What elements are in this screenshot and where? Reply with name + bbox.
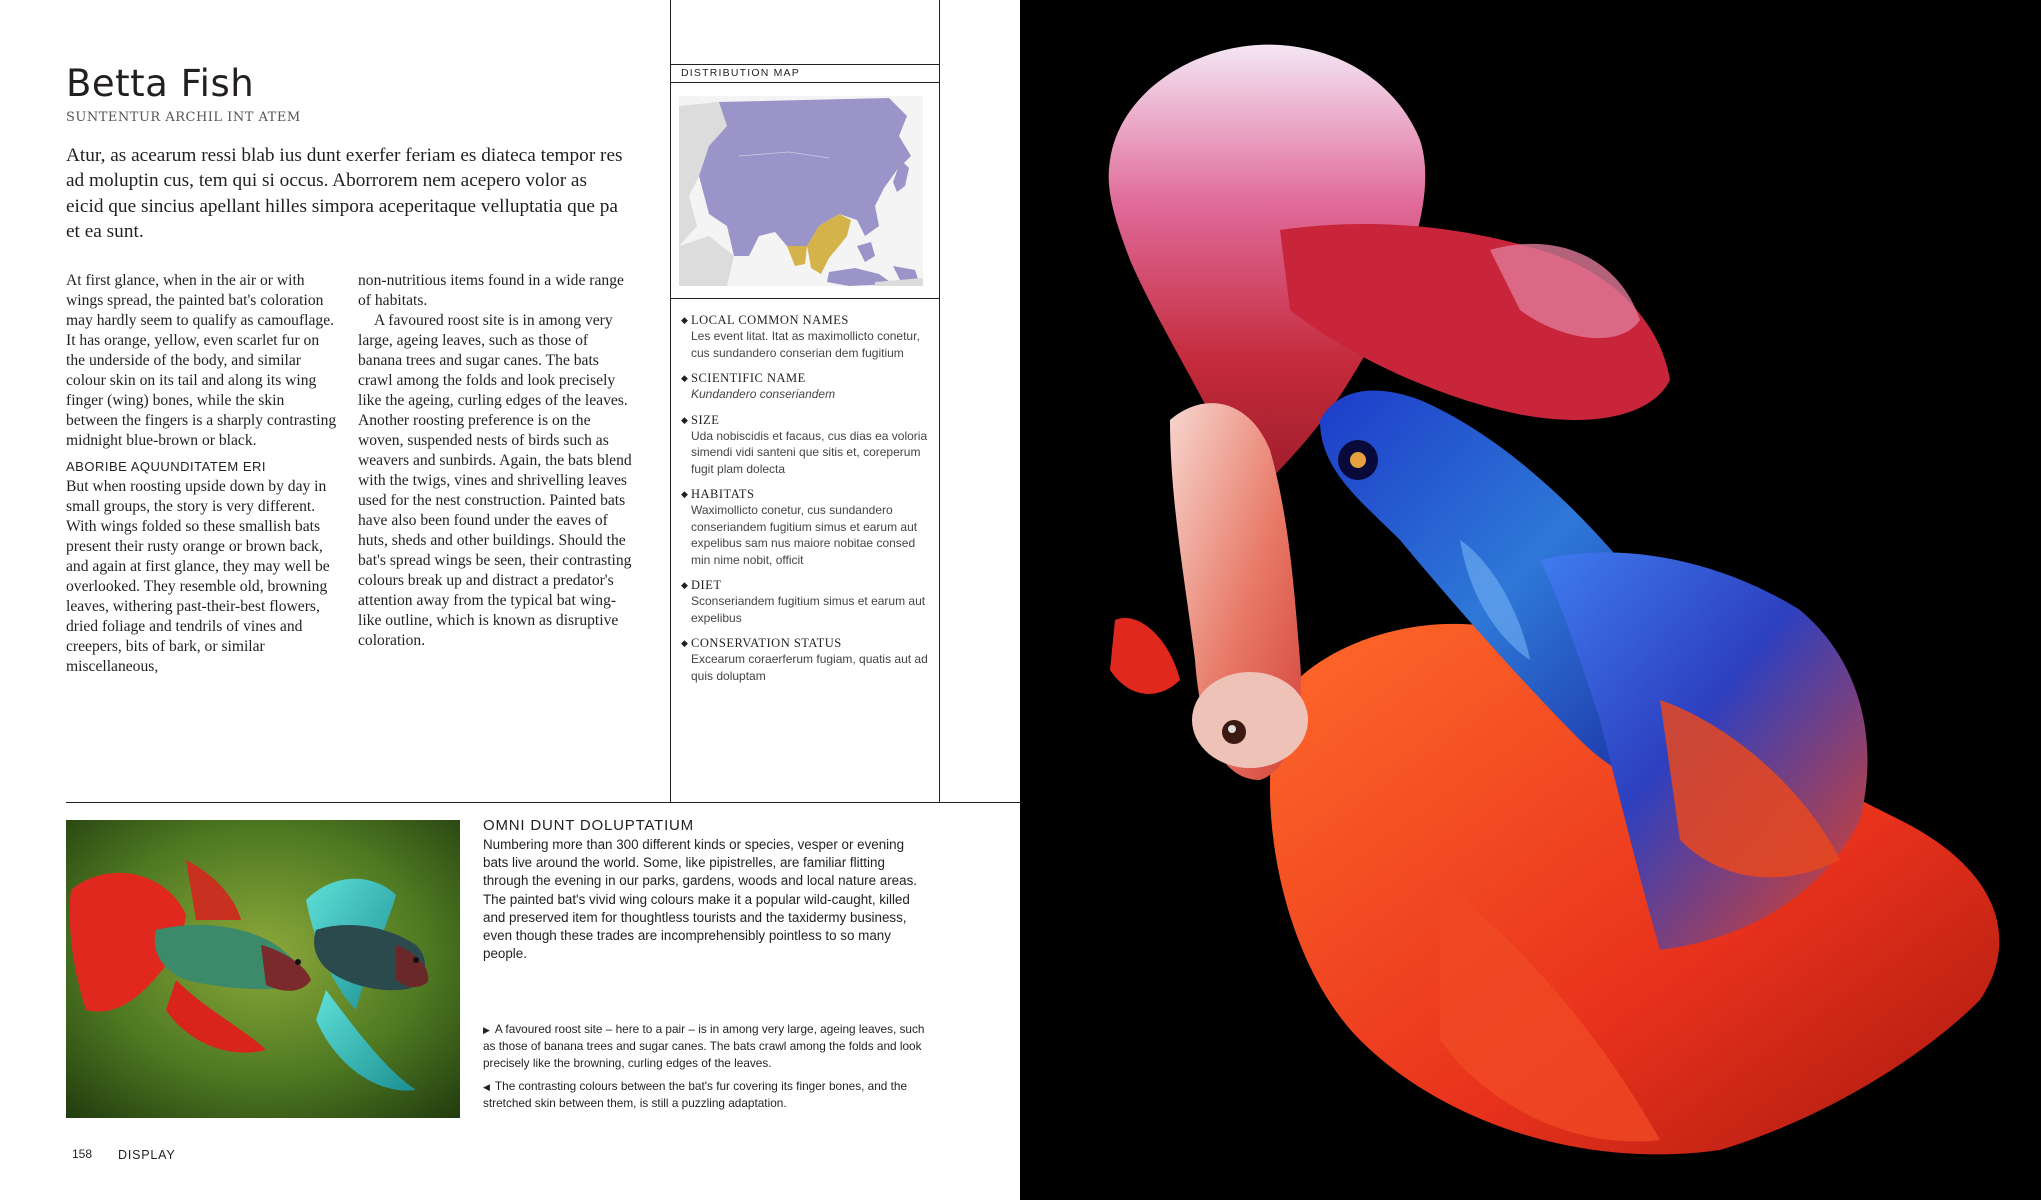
caption-1-text: A favoured roost site – here to a pair – is in among very large, ageing leaves, such as those of banana trees and sugar canes. The bats crawl among the folds and look precisely like the browning, curling edges of the leaves. bbox=[483, 1022, 925, 1070]
fact-item bbox=[681, 313, 931, 361]
caption-2-text: The contrasting colours between the bat's fur covering its finger bones, and the stretched skin between them, is still a puzzling adaptation. bbox=[483, 1079, 908, 1111]
box-body: Numbering more than 300 different kinds or species, vesper or evening bats live around the world. Some, like pipistrelles, are familiar flitting through the evening in our parks, gardens, woods and local nature areas. The painted bat's vivid wing colours make it a popular wild-caught, killed and preserved item for thoughtless tourists and the taxidermy business, even though these trades are incomprehensibly pointless to so many people. bbox=[483, 837, 917, 962]
page-number: 158 bbox=[72, 1147, 93, 1161]
body-subheading: ABORIBE AQUUNDITATEM ERI bbox=[66, 459, 267, 474]
right-triangle-icon: ▶ bbox=[483, 1025, 490, 1035]
diamond-bullet-icon: ◆ bbox=[681, 489, 689, 499]
left-triangle-icon: ◀ bbox=[483, 1082, 490, 1092]
fact-item bbox=[681, 371, 931, 403]
distribution-map bbox=[679, 96, 923, 286]
fact-label: CONSERVATION STATUS bbox=[691, 636, 842, 650]
fact-value: Sconseriandem fugitium simus et earum aut expelibus bbox=[691, 594, 926, 625]
sidebar-right-rule bbox=[939, 0, 940, 802]
box-heading: OMNI DUNT DOLUPTATIUM bbox=[483, 817, 694, 834]
page-title: Betta Fish bbox=[66, 62, 255, 105]
sidebar-left-rule bbox=[670, 0, 671, 802]
diamond-bullet-icon: ◆ bbox=[681, 373, 689, 383]
fact-item bbox=[681, 636, 931, 684]
fact-value: Waximollicto conetur, cus sundandero conseriandem fugitium simus et earum aut expelibus sam nus maiore nobitae consed min nime nobit, officit bbox=[691, 503, 918, 567]
betta-fish-hero-photo bbox=[1020, 0, 2041, 1200]
fact-label: SIZE bbox=[691, 412, 720, 427]
fact-label: LOCAL COMMON NAMES bbox=[691, 313, 849, 327]
fact-value: Kundandero conseriandem bbox=[691, 387, 836, 401]
section-name: DISPLAY bbox=[118, 1148, 176, 1162]
diamond-bullet-icon: ◆ bbox=[681, 315, 689, 325]
fact-item bbox=[681, 487, 931, 568]
diamond-bullet-icon: ◆ bbox=[681, 580, 689, 590]
fact-label: SCIENTIFIC NAME bbox=[691, 371, 806, 385]
left-page bbox=[0, 0, 1020, 1200]
diamond-bullet-icon: ◆ bbox=[681, 638, 689, 648]
box-top-rule bbox=[66, 802, 1020, 803]
body-paragraph-2: But when roosting upside down by day in small groups, the story is very different. With wings folded so these smallish bats present their rusty orange or brown back, and again at first glance, they may well be overlooked. They resemble old, browning leaves, withering past-their-best flowers, dried foliage and tendrils of vines and creepers, bits of bark, or similar miscellaneous, bbox=[66, 478, 330, 675]
page-subtitle: SUNTENTUR ARCHIL INT ATEM bbox=[66, 110, 301, 125]
fact-value: Les event litat. Itat as maximollicto conetur, cus sundandero conserian dem fugitium bbox=[691, 329, 920, 360]
fact-label: HABITATS bbox=[691, 487, 755, 501]
body-paragraph-3: non-nutritious items found in a wide range of habitats. bbox=[358, 272, 624, 309]
map-label: DISTRIBUTION MAP bbox=[681, 67, 800, 79]
fact-list bbox=[681, 313, 931, 694]
map-label-rule bbox=[670, 82, 940, 83]
fact-value: Excearum coraerferum fugiam, quatis aut ad quis doluptam bbox=[691, 652, 928, 683]
body-column-1 bbox=[66, 271, 338, 677]
body-paragraph-1: At first glance, when in the air or with wings spread, the painted bat's coloration may hardly seem to qualify as camouflage. It has orange, yellow, even scarlet fur on the underside of the body, and similar colour skin on its tail and along its wing finger (wing) bones, while the skin between the fingers is a sharply contrasting midnight blue-brown or black. bbox=[66, 272, 337, 449]
map-top-rule bbox=[670, 64, 940, 65]
map-bottom-rule bbox=[670, 298, 940, 299]
right-page bbox=[1020, 0, 2041, 1200]
body-paragraph-4: A favoured roost site is in among very large, ageing leaves, such as those of banana trees and sugar canes. The bats crawl among the folds and look precisely like the ageing, curling edges of the leaves. Another roosting preference is on the woven, suspended nests of birds such as weavers and sunbirds. Again, the bats blend with the twigs, vines and shrivelling leaves used for the nest construction. Painted bats have also been found under the eaves of huts, sheds and other buildings. Should the bat's spread wings be seen, their contrasting colours break up and distract a predator's attention away from the typical bat wing-like outline, which is known as disruptive coloration. bbox=[358, 312, 632, 649]
caption-1 bbox=[483, 1021, 928, 1071]
fact-label: DIET bbox=[691, 578, 722, 592]
fact-item bbox=[681, 578, 931, 626]
intro-paragraph: Atur, as acearum ressi blab ius dunt exerfer feriam es diateca tempor res ad moluptin cus, tem qui si occus. Aborrorem nem acepero volor as eicid que sincius apellant hilles simpora aceperitaque velluptatia que pa et ea sunt. bbox=[66, 145, 623, 242]
diamond-bullet-icon: ◆ bbox=[681, 414, 689, 425]
map-graphic bbox=[679, 96, 923, 286]
caption-2 bbox=[483, 1078, 928, 1112]
fact-value: Uda nobiscidis et facaus, cus dias ea voloria simendi vidi santeni que sitis et, coreperum fugit plam dolecta bbox=[691, 428, 928, 476]
fact-item bbox=[681, 413, 931, 478]
betta-pair-photo bbox=[66, 820, 460, 1118]
body-column-2 bbox=[358, 271, 636, 651]
